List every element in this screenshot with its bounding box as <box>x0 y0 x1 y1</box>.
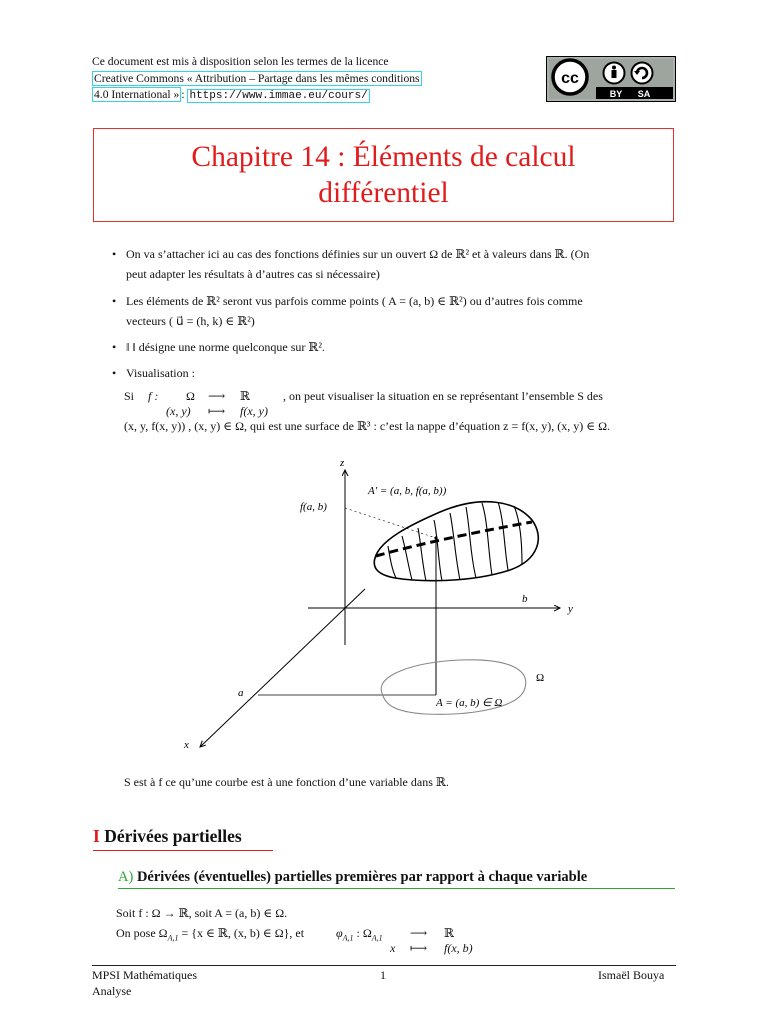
footer-rule <box>92 965 676 966</box>
cc-by-sa-badge[interactable] <box>546 56 676 102</box>
subsection-heading: A) Dérivées (éventuelles) partielles premières par rapport à chaque variable <box>118 869 588 885</box>
svg-text:cc: cc <box>561 70 579 87</box>
svg-text:Ω: Ω <box>536 672 545 684</box>
svg-text:f(a, b): f(a, b) <box>300 501 327 513</box>
license-link[interactable]: Creative Commons « Attribution – Partage dans les mêmes conditions <box>94 71 420 85</box>
visualisation-line-2: (x, y, f(x, y)) , (x, y) ∈ Ω, qui est une surface de ℝ³ : c’est la nappe d’équation z = f(x, y), (x, y) ∈ Ω. <box>124 419 611 433</box>
function-f: f : <box>148 389 159 403</box>
visualisation-text: , on peut visualiser la situation en se représentant l’ensemble S des <box>283 389 603 403</box>
page-number: 1 <box>380 968 386 982</box>
course-url-link[interactable]: https://www.immae.eu/cours/ <box>189 90 368 102</box>
footer-author: Ismaël Bouya <box>598 968 665 982</box>
body-line-1: Soit f : Ω → ℝ, soit A = (a, b) ∈ Ω. <box>116 906 288 920</box>
phi-definition: $\varphi_{A,1}$ : $\Omega_{A,1}$ <box>336 926 383 943</box>
svg-text:b: b <box>522 593 528 605</box>
subsection-underline <box>118 888 675 889</box>
visualisation-si: Si <box>124 389 135 403</box>
svg-text:x: x <box>184 739 189 751</box>
figure-caption: S est à f ce qu’une courbe est à une fonction d’une variable dans ℝ. <box>124 775 449 789</box>
svg-text:SA: SA <box>637 89 651 99</box>
footer-subject: Analyse <box>92 984 132 998</box>
svg-text:y: y <box>568 603 573 615</box>
svg-text:A′ = (a, b, f(a, b)): A′ = (a, b, f(a, b)) <box>368 485 447 497</box>
chapter-title-box <box>93 128 674 222</box>
share-alike-icon <box>632 63 653 84</box>
footer-course: MPSI Mathématiques <box>92 968 197 982</box>
section-heading: I Dérivées partielles <box>93 826 242 846</box>
body-line-2: On pose $\Omega_{A,1} = \{x$ ∈ ℝ, (x, b) ∈ Ω}, et <box>116 926 305 943</box>
section-underline <box>93 850 273 851</box>
license-notice: Ce document est mis à disposition selon les termes de la licence Creative Commons « Attribution – Partage dans les mêmes conditions 4.0 International » : https://www.immae.eu/cours/ <box>92 54 502 105</box>
license-line-1: Ce document est mis à disposition selon les termes de la licence <box>92 55 389 68</box>
surface-figure <box>170 450 590 760</box>
svg-text:BY: BY <box>609 89 623 99</box>
svg-text:A = (a, b) ∈ Ω: A = (a, b) ∈ Ω <box>436 697 503 709</box>
license-link-cont[interactable]: 4.0 International » <box>94 88 180 101</box>
svg-text:a: a <box>238 687 244 699</box>
chapter-title: Chapitre 14 : Éléments de calcul différentiel <box>191 141 576 209</box>
surface-nappe <box>374 502 538 581</box>
x-axis <box>200 589 365 747</box>
svg-text:z: z <box>340 457 345 469</box>
